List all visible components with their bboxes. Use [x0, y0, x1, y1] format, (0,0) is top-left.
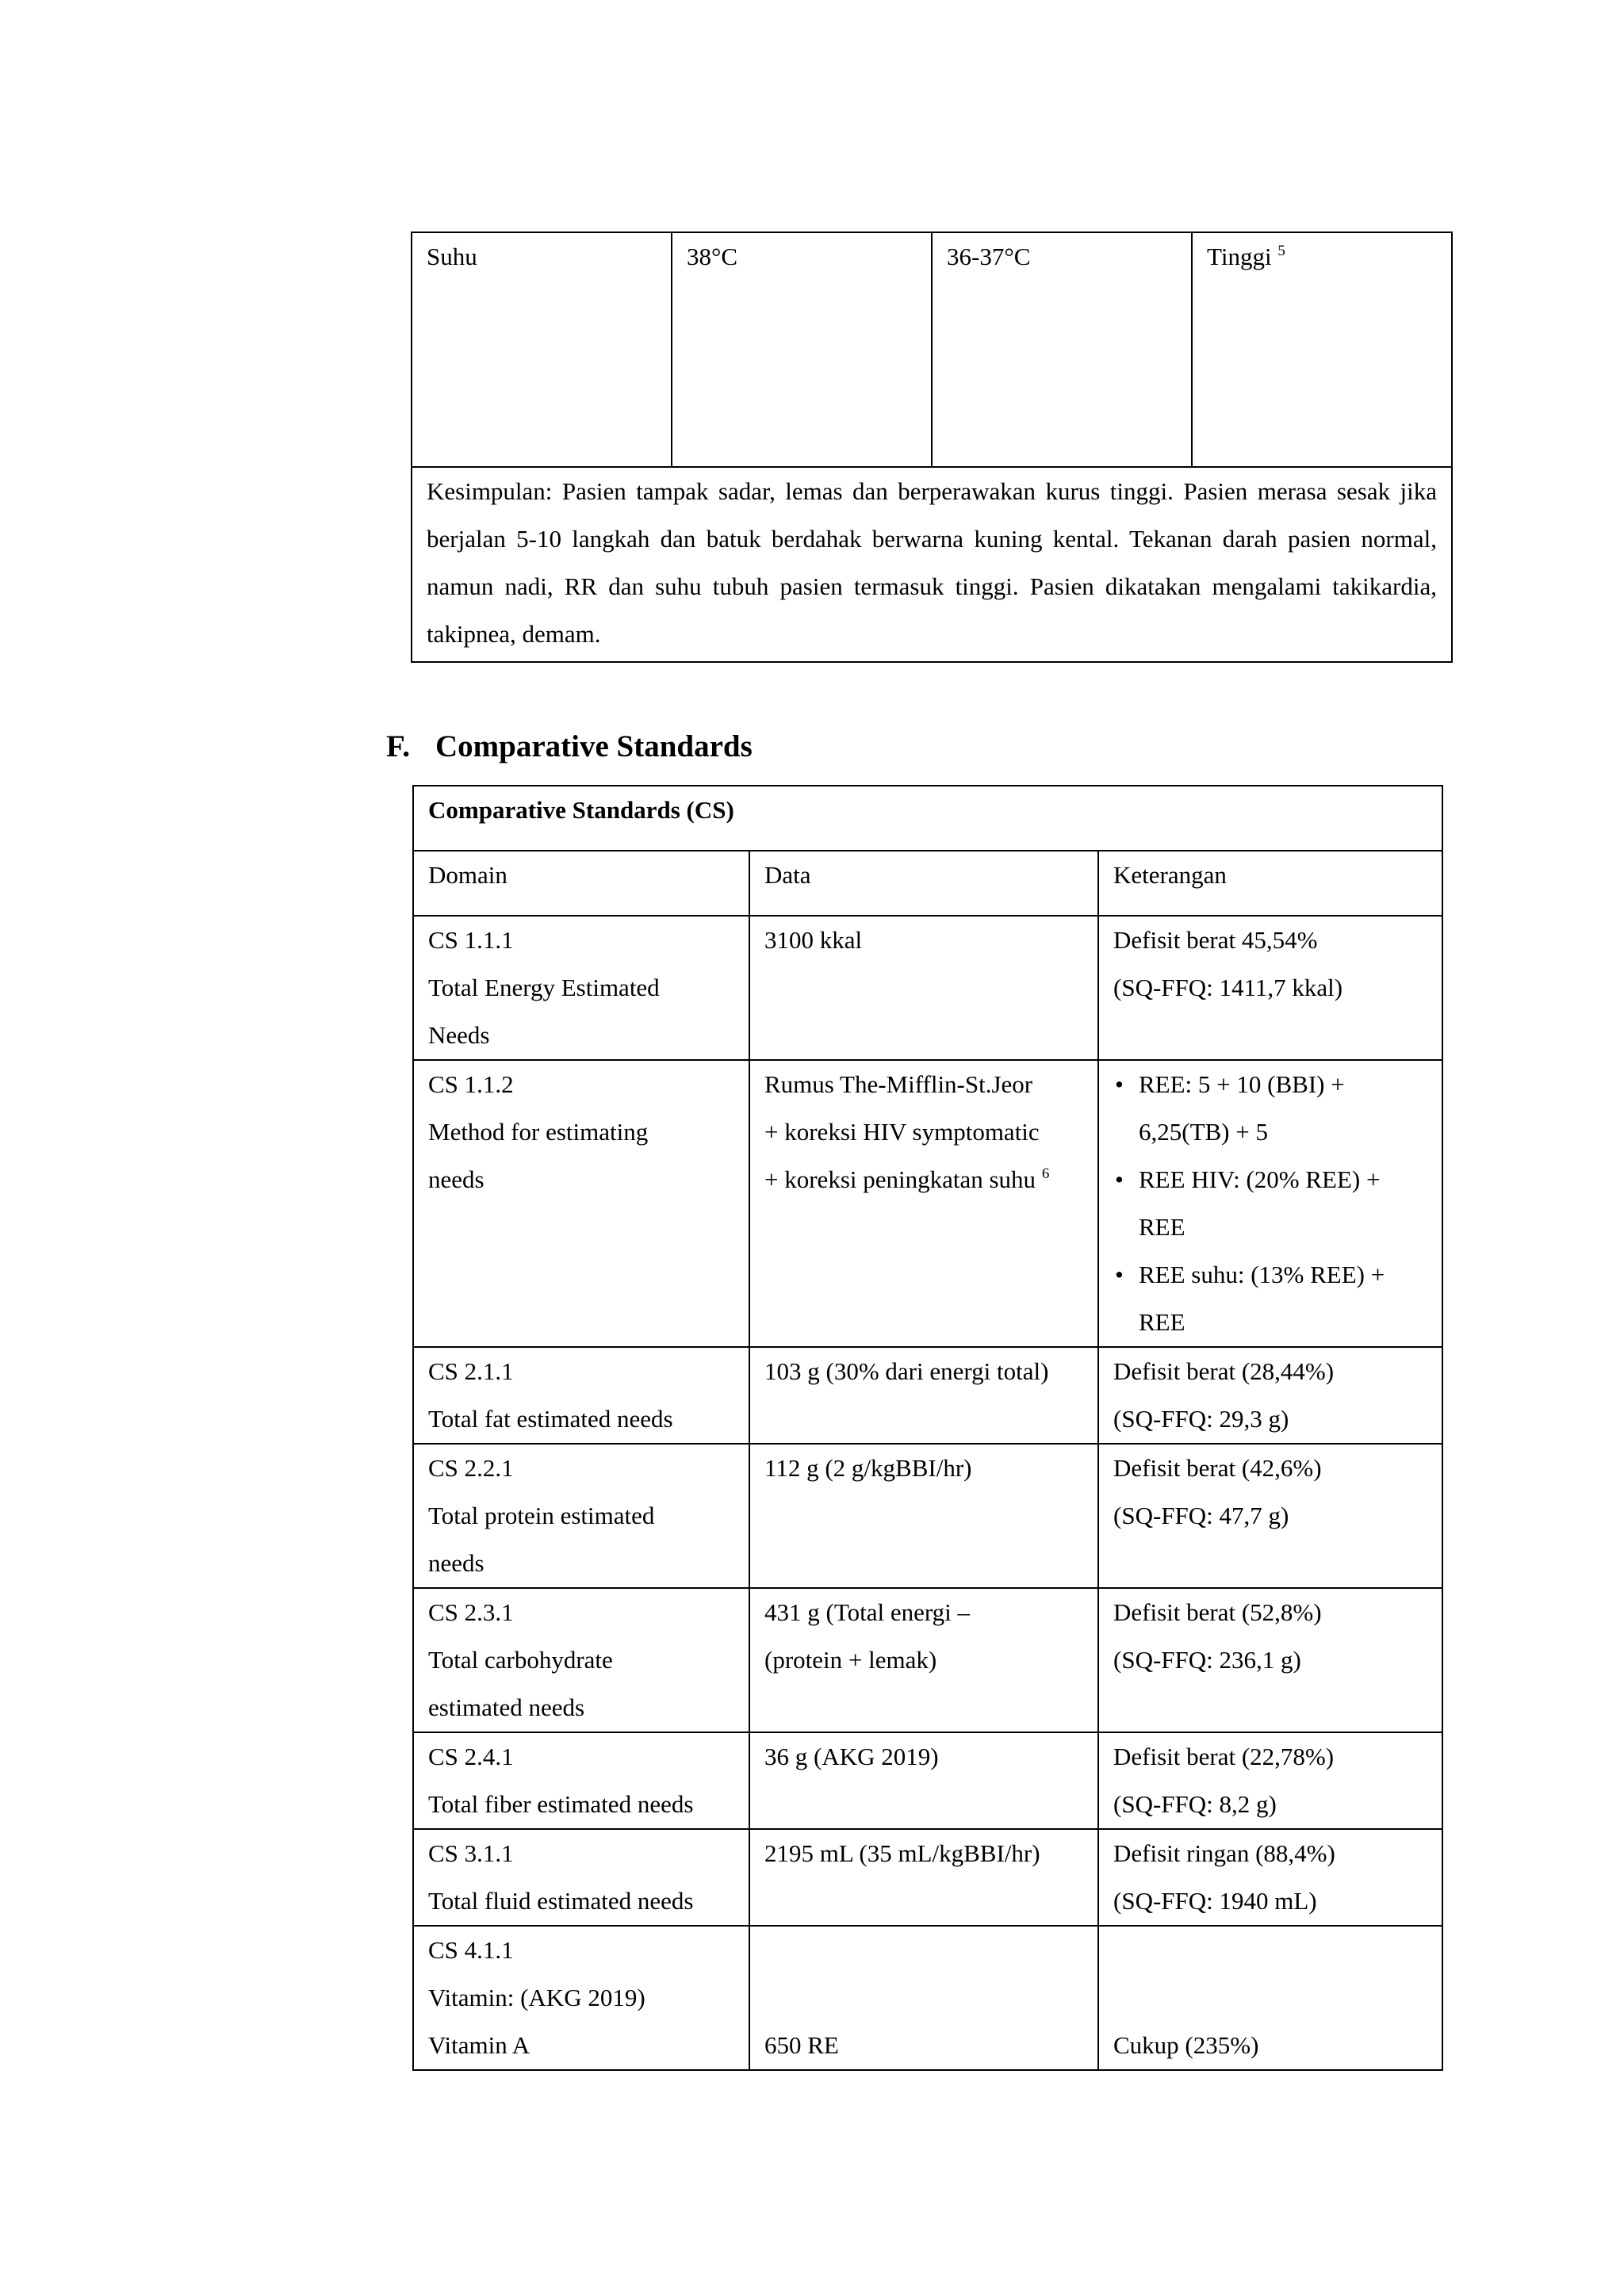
cell-line: REE	[1139, 1308, 1185, 1336]
column-header: Domain	[413, 851, 749, 916]
data-cell	[749, 1732, 1098, 1829]
cell-line: CS 2.1.1	[428, 1357, 514, 1385]
cell-line: Cukup (235%)	[1113, 2031, 1259, 2059]
cell-line: Total fiber estimated needs	[428, 1790, 694, 1818]
cell-line: (SQ-FFQ: 236,1 g)	[1113, 1646, 1301, 1674]
cell-line: 36 g (AKG 2019)	[764, 1743, 939, 1770]
cell-line: (SQ-FFQ: 1411,7 kkal)	[1113, 974, 1343, 1001]
note-cell	[1098, 1444, 1442, 1588]
cell-line	[764, 1927, 1088, 1974]
cell-line: CS 1.1.1	[428, 926, 514, 954]
cell-line: (SQ-FFQ: 1940 mL)	[1113, 1887, 1317, 1915]
domain-cell	[413, 1444, 749, 1588]
cell-line: CS 3.1.1	[428, 1839, 514, 1867]
table-row	[413, 916, 1442, 1060]
data-cell	[749, 1060, 1098, 1347]
cell-line	[1113, 1974, 1432, 2022]
cell-line: needs	[428, 1549, 485, 1577]
domain-cell	[413, 1347, 749, 1444]
vital-normal-range: 36-37°C	[932, 232, 1192, 467]
data-cell	[749, 1444, 1098, 1588]
cell-line: (SQ-FFQ: 29,3 g)	[1113, 1405, 1289, 1433]
data-cell	[749, 1829, 1098, 1926]
cell-line: estimated needs	[428, 1693, 585, 1721]
domain-cell	[413, 1926, 749, 2070]
table-row	[413, 1060, 1442, 1347]
note-cell	[1098, 1060, 1442, 1347]
table-row	[413, 1588, 1442, 1732]
table-title: Comparative Standards (CS)	[413, 786, 1442, 851]
domain-cell	[413, 1588, 749, 1732]
section-heading	[386, 723, 753, 771]
cell-line: CS 2.3.1	[428, 1598, 514, 1626]
cell-line: REE	[1139, 1213, 1185, 1241]
table-row	[413, 1347, 1442, 1444]
cell-line: Defisit berat (42,6%)	[1113, 1454, 1322, 1482]
cell-line: • REE HIV: (20% REE) +	[1139, 1165, 1381, 1193]
domain-cell	[413, 1732, 749, 1829]
cell-line: 3100 kkal	[764, 926, 863, 954]
column-header: Data	[749, 851, 1098, 916]
cell-line: 6,25(TB) + 5	[1139, 1118, 1268, 1146]
cell-line: (SQ-FFQ: 8,2 g)	[1113, 1790, 1277, 1818]
bullet-list	[1113, 1061, 1432, 1346]
domain-cell	[413, 1829, 749, 1926]
conclusion-text: Kesimpulan: Pasien tampak sadar, lemas dan berperawakan kurus tinggi. Pasien merasa sesak jika berjalan 5-10 langkah dan batuk berdahak berwarna kuning kental. Tekanan darah pasien normal, namun nadi, RR dan suhu tubuh pasien termasuk tinggi. Pasien dikatakan mengalami takikardia, takipnea, demam.	[412, 467, 1452, 662]
vital-signs-table	[411, 232, 1453, 663]
table-header-row	[413, 851, 1442, 916]
table-row	[413, 1444, 1442, 1588]
bullet-item	[1113, 1156, 1432, 1251]
note-cell	[1098, 1732, 1442, 1829]
cell-line: Defisit berat (28,44%)	[1113, 1357, 1335, 1385]
cell-line: Defisit berat (52,8%)	[1113, 1598, 1322, 1626]
cell-line: CS 2.2.1	[428, 1454, 514, 1482]
cell-line: CS 2.4.1	[428, 1743, 514, 1770]
cell-line: Vitamin A	[428, 2031, 530, 2059]
cell-line: Total fluid estimated needs	[428, 1887, 694, 1915]
footnote-ref: 6	[1041, 1165, 1050, 1182]
section-letter: F.	[386, 729, 410, 763]
cell-line	[764, 1156, 1088, 1203]
cell-line: Needs	[428, 1021, 490, 1049]
section-title: Comparative Standards	[435, 729, 753, 763]
bullet-item	[1113, 1061, 1432, 1156]
cell-line: CS 4.1.1	[428, 1936, 514, 1964]
vital-value: 38°C	[672, 232, 932, 467]
footnote-ref: 5	[1277, 243, 1285, 259]
cell-line: 431 g (Total energi –	[764, 1598, 970, 1626]
cell-line: + koreksi HIV symptomatic	[764, 1118, 1040, 1146]
note-cell	[1098, 916, 1442, 1060]
data-cell	[749, 1347, 1098, 1444]
table-row	[413, 1926, 1442, 2070]
bullet-item	[1113, 1251, 1432, 1346]
comparative-standards-table	[412, 785, 1443, 2071]
cell-line: Defisit berat 45,54%	[1113, 926, 1318, 954]
vital-parameter: Suhu	[412, 232, 672, 467]
cell-line: Total fat estimated needs	[428, 1405, 673, 1433]
domain-cell	[413, 916, 749, 1060]
table-row	[413, 1829, 1442, 1926]
cell-text: + koreksi peningkatan suhu	[764, 1165, 1036, 1193]
note-cell	[1098, 1347, 1442, 1444]
vital-status: Tinggi $^5$	[1192, 232, 1452, 467]
cell-line: • REE: 5 + 10 (BBI) +	[1139, 1070, 1345, 1098]
cell-line: Rumus The-Mifflin-St.Jeor	[764, 1070, 1033, 1098]
cell-line: • REE suhu: (13% REE) +	[1139, 1261, 1385, 1288]
data-cell	[749, 916, 1098, 1060]
cell-line: Method for estimating	[428, 1118, 649, 1146]
cell-line	[1113, 1927, 1432, 1974]
cell-line: 650 RE	[764, 2031, 839, 2059]
cell-line: needs	[428, 1165, 485, 1193]
cell-line: Defisit ringan (88,4%)	[1113, 1839, 1335, 1867]
cell-line: 2195 mL (35 mL/kgBBI/hr)	[764, 1839, 1040, 1867]
cell-line: 112 g (2 g/kgBBI/hr)	[764, 1454, 972, 1482]
table-row	[412, 232, 1452, 467]
cell-line	[764, 1974, 1088, 2022]
cell-line: (SQ-FFQ: 47,7 g)	[1113, 1502, 1289, 1529]
cell-line: Total protein estimated	[428, 1502, 655, 1529]
note-cell	[1098, 1588, 1442, 1732]
cell-line: Total Energy Estimated	[428, 974, 660, 1001]
table-title-row	[413, 786, 1442, 851]
cell-line: Vitamin: (AKG 2019)	[428, 1984, 645, 2011]
column-header: Keterangan	[1098, 851, 1442, 916]
domain-cell	[413, 1060, 749, 1347]
note-cell	[1098, 1926, 1442, 2070]
data-cell	[749, 1926, 1098, 2070]
cell-line: 103 g (30% dari energi total)	[764, 1357, 1049, 1385]
table-row	[413, 1732, 1442, 1829]
note-cell	[1098, 1829, 1442, 1926]
cell-line: (protein + lemak)	[764, 1646, 937, 1674]
cell-line: Defisit berat (22,78%)	[1113, 1743, 1335, 1770]
data-cell	[749, 1588, 1098, 1732]
table-row	[412, 467, 1452, 662]
cell-line: Total carbohydrate	[428, 1646, 613, 1674]
cell-line: CS 1.1.2	[428, 1070, 514, 1098]
